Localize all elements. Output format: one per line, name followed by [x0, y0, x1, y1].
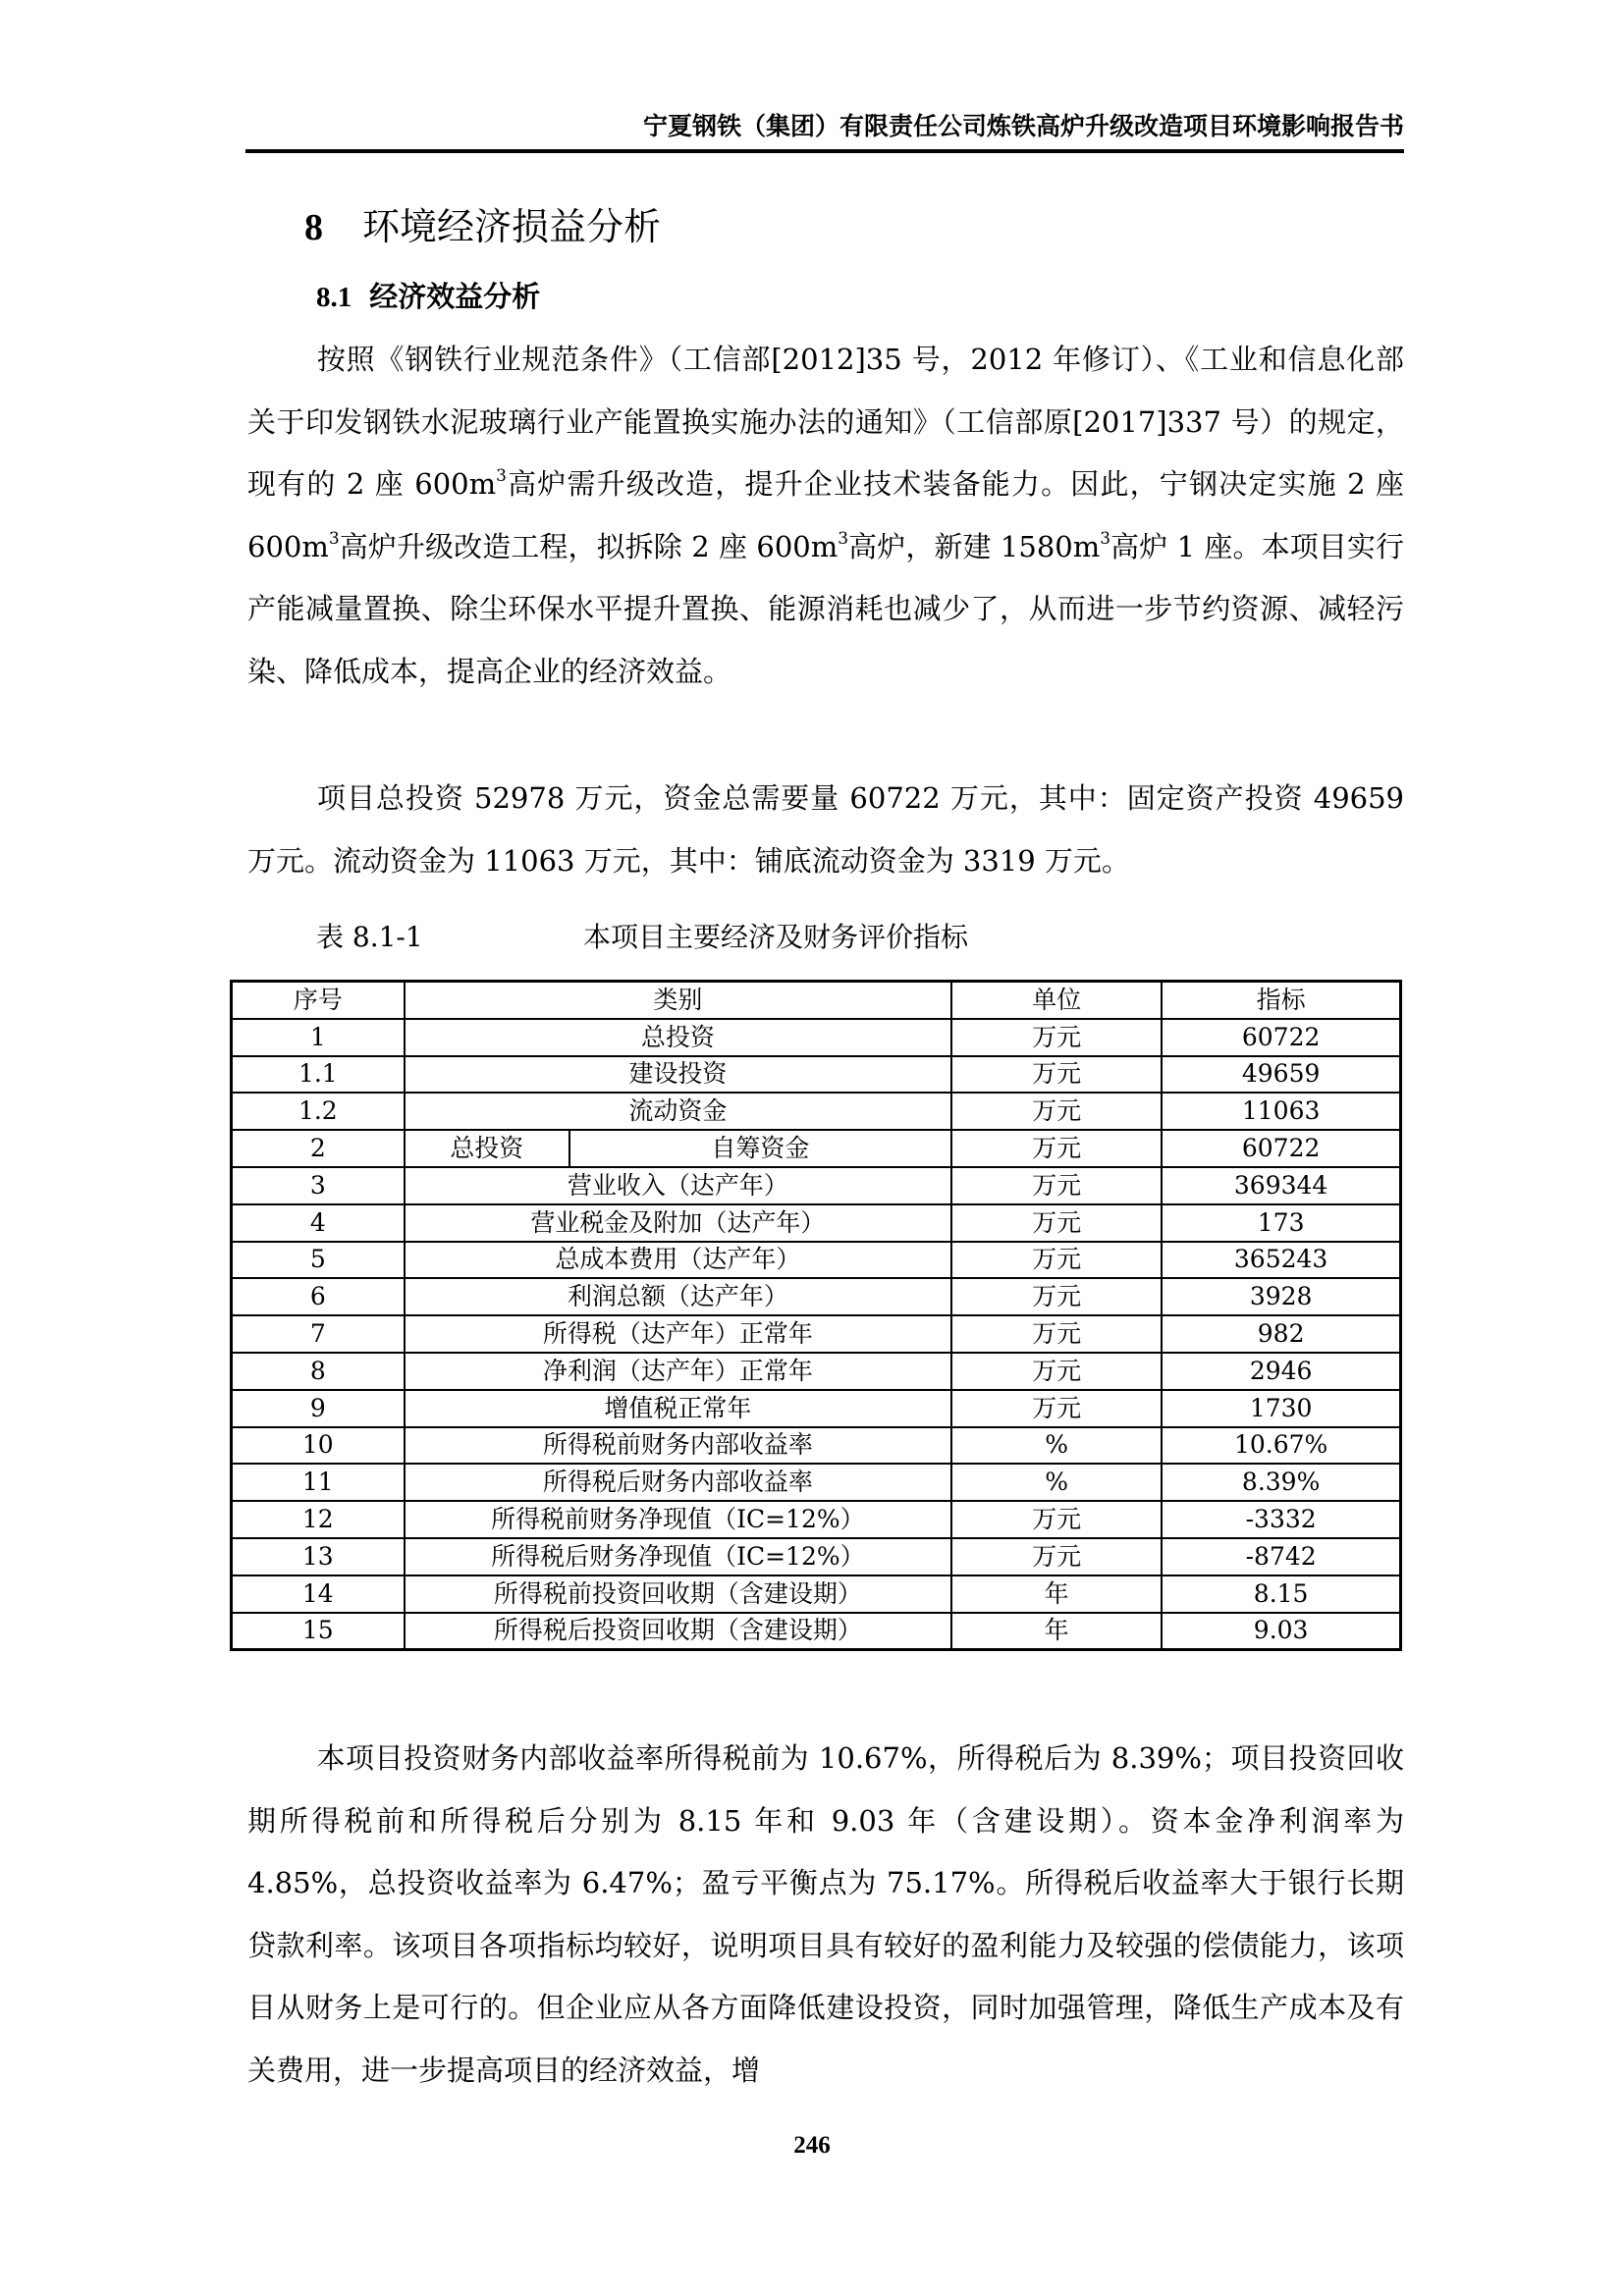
- cell-no: 6: [232, 1278, 405, 1315]
- cell-unit: 万元: [951, 1242, 1162, 1279]
- cell-category: 建设投资: [405, 1056, 951, 1094]
- cell-unit: 万元: [951, 1315, 1162, 1353]
- table-row: [232, 1130, 1401, 1167]
- cell-category: 营业收入（达产年）: [405, 1167, 951, 1204]
- cell-no: 12: [232, 1501, 405, 1538]
- cell-category: 所得税后投资回收期（含建设期）: [405, 1613, 951, 1650]
- header-rule: [245, 149, 1404, 153]
- cell-category: 所得税后财务净现值（IC=12%）: [405, 1538, 951, 1575]
- cell-unit: 万元: [951, 1130, 1162, 1167]
- cell-unit: 万元: [951, 1019, 1162, 1056]
- cell-unit: %: [951, 1427, 1162, 1465]
- cell-no: 2: [232, 1130, 405, 1167]
- table-header-row: [232, 982, 1401, 1019]
- table-row: [232, 1019, 1401, 1056]
- cell-category: 所得税前投资回收期（含建设期）: [405, 1575, 951, 1613]
- table-row: [232, 1315, 1401, 1353]
- chapter-heading: [304, 201, 661, 253]
- cell-unit: 万元: [951, 1353, 1162, 1390]
- cell-unit: 万元: [951, 1056, 1162, 1094]
- cell-category: 自筹资金: [569, 1130, 951, 1167]
- cell-category: 所得税前财务内部收益率: [405, 1427, 951, 1465]
- table-row: [232, 1390, 1401, 1427]
- section-title: 经济效益分析: [369, 280, 541, 313]
- cell-unit: 万元: [951, 1278, 1162, 1315]
- table-row: [232, 1278, 1401, 1315]
- cell-value: -8742: [1162, 1538, 1400, 1575]
- cell-unit: 万元: [951, 1538, 1162, 1575]
- cell-no: 9: [232, 1390, 405, 1427]
- cell-value: 2946: [1162, 1353, 1400, 1390]
- cell-unit: 年: [951, 1575, 1162, 1613]
- paragraph-investment: [247, 768, 1404, 892]
- table-row: [232, 1501, 1401, 1538]
- paragraph-text: 高炉 1 座。本项目实行产能减量置换、除尘环保水平提升置换、能源消耗也减少了，从而进一步节约资源、减轻污染、降低成本，提高企业的经济效益。: [247, 529, 1404, 688]
- superscript: 3: [1100, 528, 1111, 549]
- table-caption: [316, 918, 968, 957]
- cell-no: 8: [232, 1353, 405, 1390]
- cell-value: 173: [1162, 1204, 1400, 1242]
- cell-no: 1: [232, 1019, 405, 1056]
- cell-no: 3: [232, 1167, 405, 1204]
- cell-category: 总投资: [405, 1019, 951, 1056]
- running-header: 宁夏钢铁（集团）有限责任公司炼铁高炉升级改造项目环境影响报告书: [642, 112, 1404, 140]
- paragraph-text: 高炉升级改造工程，拟拆除 2 座 600m: [339, 529, 839, 563]
- table-row: [232, 1538, 1401, 1575]
- cell-unit: 万元: [951, 1167, 1162, 1204]
- header-no: 序号: [232, 982, 405, 1019]
- cell-category: 净利润（达产年）正常年: [405, 1353, 951, 1390]
- paragraph-text: 高炉，新建 1580m: [848, 529, 1101, 563]
- cell-no: 7: [232, 1315, 405, 1353]
- cell-value: 3928: [1162, 1278, 1400, 1315]
- paragraph-background: [247, 329, 1404, 703]
- table-row: [232, 1093, 1401, 1130]
- header-value: 指标: [1162, 982, 1400, 1019]
- cell-value: -3332: [1162, 1501, 1400, 1538]
- cell-category-group: 总投资: [405, 1130, 569, 1167]
- superscript: 3: [496, 466, 507, 487]
- table-row: [232, 1056, 1401, 1094]
- cell-value: 11063: [1162, 1093, 1400, 1130]
- cell-category: 所得税（达产年）正常年: [405, 1315, 951, 1353]
- cell-value: 60722: [1162, 1019, 1400, 1056]
- header-category: 类别: [405, 982, 951, 1019]
- cell-no: 11: [232, 1464, 405, 1501]
- table-row: [232, 1464, 1401, 1501]
- cell-value: 49659: [1162, 1056, 1400, 1094]
- cell-value: 10.67%: [1162, 1427, 1400, 1465]
- table-number: 表 8.1-1: [316, 921, 423, 953]
- table-title: 本项目主要经济及财务评价指标: [583, 921, 969, 953]
- cell-value: 365243: [1162, 1242, 1400, 1279]
- table-row: [232, 1167, 1401, 1204]
- cell-unit: %: [951, 1464, 1162, 1501]
- cell-no: 1.1: [232, 1056, 405, 1094]
- table-row: [232, 1613, 1401, 1650]
- financial-indicators-table: [230, 980, 1402, 1651]
- table-row: [232, 1204, 1401, 1242]
- cell-value: 9.03: [1162, 1613, 1400, 1650]
- cell-value: 1730: [1162, 1390, 1400, 1427]
- paragraph-conclusion: [247, 1728, 1404, 2102]
- cell-no: 10: [232, 1427, 405, 1465]
- cell-category: 利润总额（达产年）: [405, 1278, 951, 1315]
- cell-unit: 万元: [951, 1501, 1162, 1538]
- cell-unit: 年: [951, 1613, 1162, 1650]
- cell-category: 营业税金及附加（达产年）: [405, 1204, 951, 1242]
- table-row: [232, 1427, 1401, 1465]
- chapter-title: 环境经济损益分析: [362, 205, 662, 248]
- header-unit: 单位: [951, 982, 1162, 1019]
- cell-category: 所得税后财务内部收益率: [405, 1464, 951, 1501]
- cell-value: 60722: [1162, 1130, 1400, 1167]
- cell-category: 流动资金: [405, 1093, 951, 1130]
- cell-no: 1.2: [232, 1093, 405, 1130]
- cell-no: 5: [232, 1242, 405, 1279]
- cell-no: 14: [232, 1575, 405, 1613]
- cell-no: 4: [232, 1204, 405, 1242]
- table-row: [232, 1242, 1401, 1279]
- cell-no: 15: [232, 1613, 405, 1650]
- chapter-number: 8: [304, 207, 323, 248]
- cell-unit: 万元: [951, 1390, 1162, 1427]
- page-number: 246: [793, 2132, 831, 2159]
- paragraph-text: 按照《钢铁行业规范条件》（工信部[2012]35 号，2012 年修订）、《工业和信息化部关于印发钢铁水泥玻璃行业产能置换实施办法的通知》（工信部原[2017]337 号）的规定，现有的 2 座 600m: [247, 343, 1404, 501]
- superscript: 3: [838, 528, 849, 549]
- cell-unit: 万元: [951, 1093, 1162, 1130]
- paragraph-text: 本项目投资财务内部收益率所得税前为 10.67%，所得税后为 8.39%；项目投资回收期所得税前和所得税后分别为 8.15 年和 9.03 年（含建设期）。资本金净利润率为 4.85%，总投资收益率为 6.47%；盈亏平衡点为 75.17%。所得税后收益率大于银行长期贷款利率。该项目各项指标均较好，说明项目具有较好的盈利能力及较强的偿债能力，该项目从财务上是可行的。但企业应从各方面降低建设投资，同时加强管理，降低生产成本及有关费用，进一步提高项目的经济效益，增: [247, 1741, 1404, 2087]
- superscript: 3: [328, 528, 340, 549]
- cell-unit: 万元: [951, 1204, 1162, 1242]
- section-number: 8.1: [316, 282, 352, 313]
- cell-value: 8.39%: [1162, 1464, 1400, 1501]
- section-heading: [316, 277, 540, 317]
- cell-category: 总成本费用（达产年）: [405, 1242, 951, 1279]
- cell-category: 所得税前财务净现值（IC=12%）: [405, 1501, 951, 1538]
- table-row: [232, 1575, 1401, 1613]
- cell-value: 8.15: [1162, 1575, 1400, 1613]
- table-row: [232, 1353, 1401, 1390]
- cell-value: 982: [1162, 1315, 1400, 1353]
- paragraph-text: 项目总投资 52978 万元，资金总需要量 60722 万元，其中：固定资产投资 49659 万元。流动资金为 11063 万元，其中：铺底流动资金为 3319 万元。: [247, 781, 1404, 878]
- cell-value: 369344: [1162, 1167, 1400, 1204]
- cell-no: 13: [232, 1538, 405, 1575]
- cell-category: 增值税正常年: [405, 1390, 951, 1427]
- paragraph-text: 高炉需升级改造，提升企业技术装备能力。因此，宁钢决定实施 2 座 600m: [247, 467, 1404, 563]
